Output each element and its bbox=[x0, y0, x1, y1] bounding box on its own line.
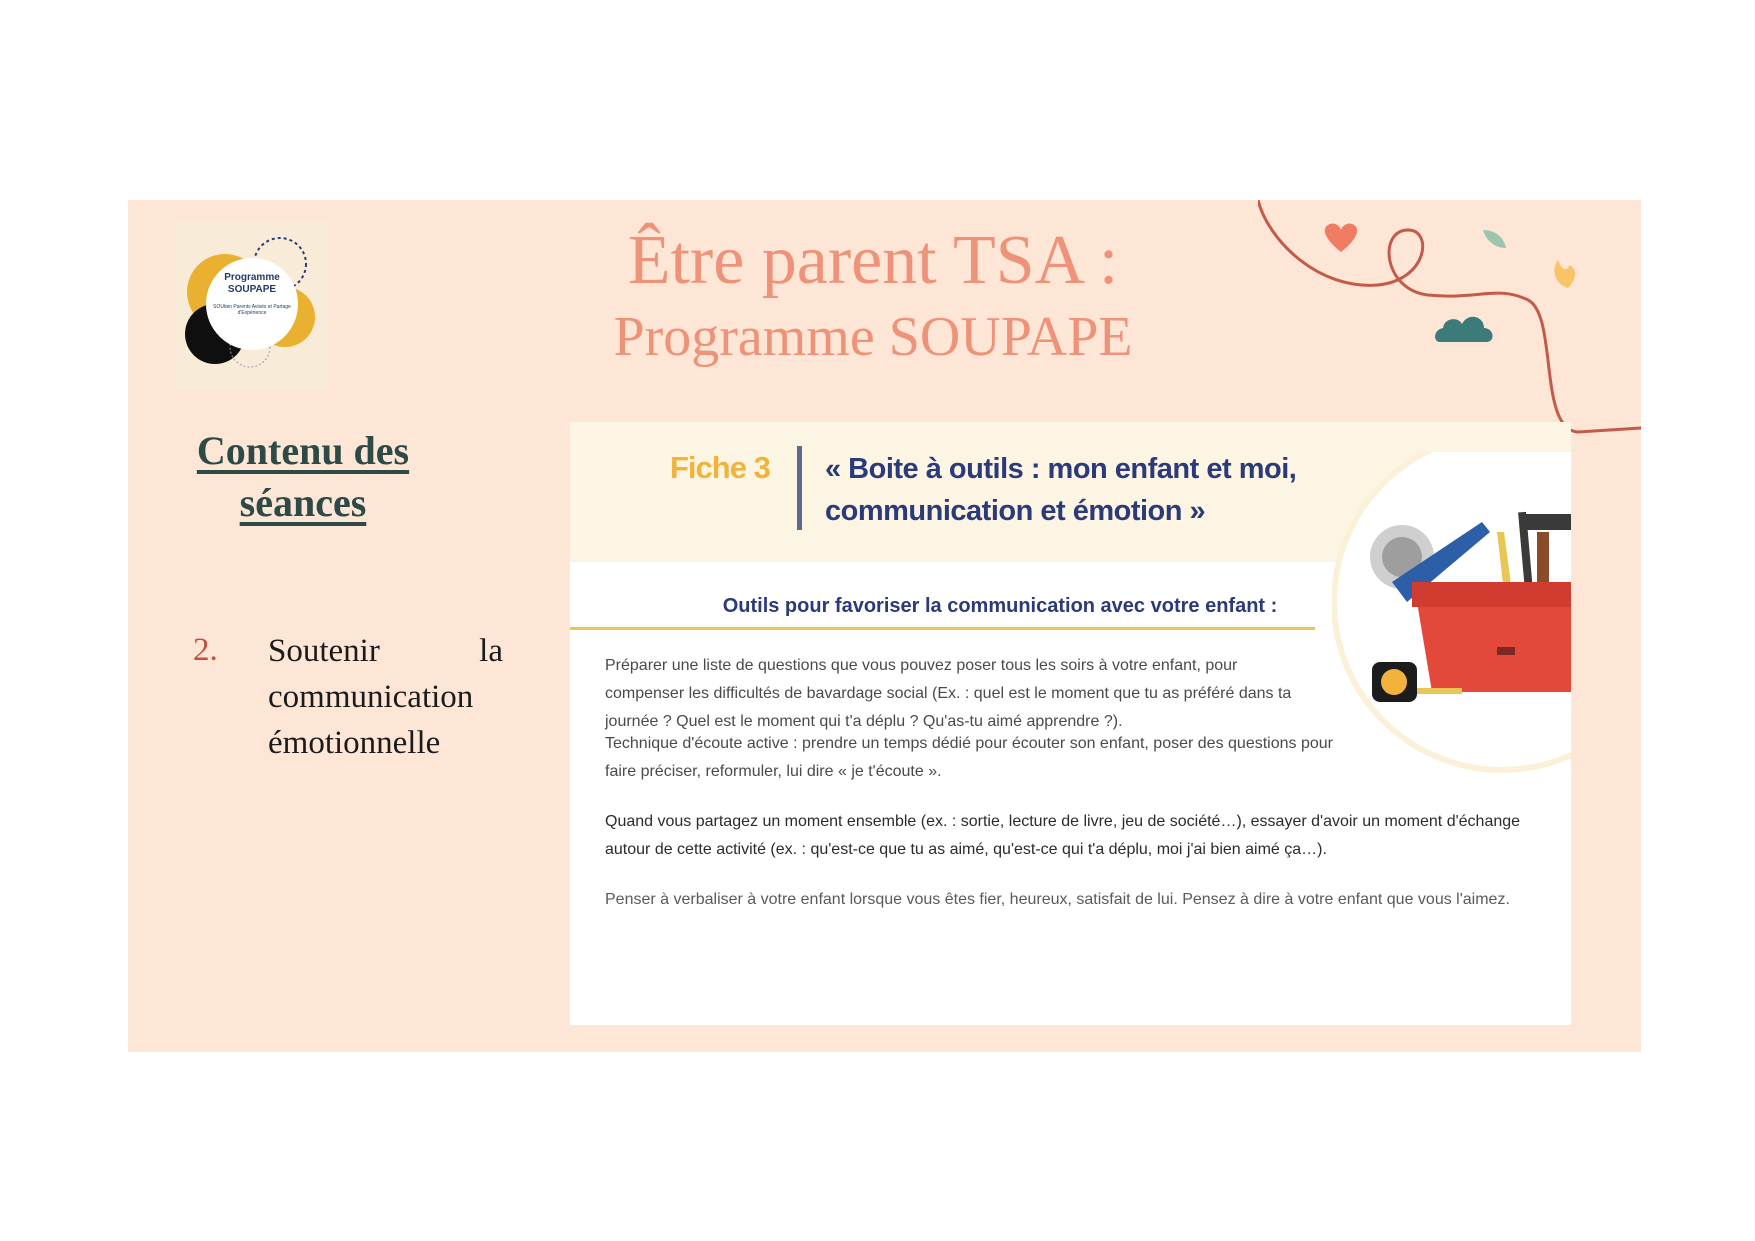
programme-logo bbox=[175, 222, 329, 389]
cloud-icon bbox=[1435, 317, 1492, 342]
heart-icon bbox=[1325, 224, 1357, 252]
paragraph-1: Préparer une liste de questions que vous pouvez poser tous les soirs à votre enfant, pour compenser les difficultés de bavardage social (Ex. : quel est le moment que tu as préféré dans ta journée ? Quel est le moment qui t'a déplu ? Qu'as-tu aimé apprendre ?). bbox=[605, 657, 1292, 730]
page-title bbox=[478, 220, 1268, 372]
fiche-card bbox=[570, 422, 1571, 1025]
paragraph-4: Penser à verbaliser à votre enfant lorsque vous êtes fier, heureux, satisfait de lui. Pensez à dire à votre enfant que vous l'aimez. bbox=[605, 891, 1510, 908]
fiche-label: Fiche 3 bbox=[670, 450, 770, 485]
slide bbox=[128, 200, 1641, 1052]
fiche-title: « Boite à outils : mon enfant et moi, communication et émotion » bbox=[825, 453, 1297, 527]
subheading-underline bbox=[570, 627, 1315, 630]
list-line1: Soutenir la bbox=[268, 633, 503, 669]
card-subheading: Outils pour favoriser la communication avec votre enfant : bbox=[722, 595, 1278, 617]
paragraph-2: Technique d'écoute active : prendre un temps dédié pour écouter son enfant, poser des questions pour faire préciser, reformuler, lui dire « je t'écoute ». bbox=[605, 735, 1333, 780]
toolbox-icon bbox=[1332, 452, 1571, 782]
paragraph-3: Quand vous partagez un moment ensemble (ex. : sortie, lecture de livre, jeu de société…), essayer d'avoir un moment d'échange autour de cette activité (ex. : qu'est-ce que tu as aimé, qu'est-ce qui t'a déplu, moi j'ai bien aimé ça…). bbox=[605, 813, 1521, 858]
leaf-icon bbox=[1483, 230, 1506, 248]
title-line2: Programme SOUPAPE bbox=[613, 306, 1133, 368]
fiche-divider bbox=[797, 446, 802, 530]
list-number: 2. bbox=[193, 632, 218, 668]
logo-line2: SOUPAPE bbox=[227, 284, 277, 295]
logo-tagline: SOUtien Parents Avisés et Partage d'Expérience bbox=[213, 304, 291, 316]
logo-line1: Programme bbox=[224, 272, 280, 283]
list-line3: émotionnelle bbox=[268, 725, 441, 761]
title-line1: Être parent TSA : bbox=[627, 222, 1119, 299]
leaf-icon bbox=[1554, 260, 1575, 288]
list-line2: communication bbox=[268, 679, 474, 715]
section-title: Contenu des séances bbox=[196, 428, 410, 525]
list-item-text bbox=[268, 628, 503, 766]
